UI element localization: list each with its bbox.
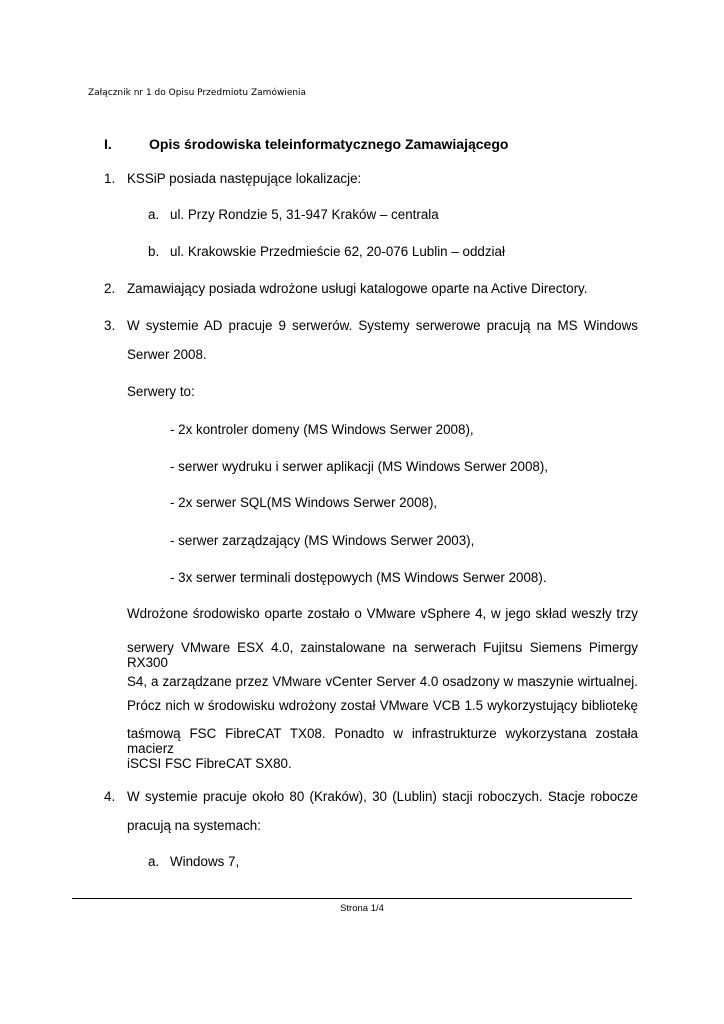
paragraph-line: taśmową FSC FibreCAT TX08. Ponadto w infrastrukturze wykorzystana została macierz <box>127 726 638 756</box>
page-number: Strona 1/4 <box>340 903 384 914</box>
item-text-line: W systemie pracuje około 80 (Kraków), 30 (Lublin) stacji roboczych. Stacje robocze <box>127 789 638 804</box>
server-list-item: - 3x serwer terminali dostępowych (MS Windows Serwer 2008). <box>170 570 547 585</box>
item-text: Zamawiający posiada wdrożone usługi katalogowe oparte na Active Directory. <box>127 281 588 296</box>
paragraph-line: S4, a zarządzane przez VMware vCenter Server 4.0 osadzony w maszynie wirtualnej. <box>127 674 638 689</box>
subitem-text: Windows 7, <box>170 854 240 869</box>
item-number: 1. <box>104 171 116 186</box>
server-list-item: - 2x kontroler domeny (MS Windows Serwer 2008), <box>170 422 474 437</box>
subitem-text: ul. Krakowskie Przedmieście 62, 20-076 Lublin – oddział <box>170 244 505 259</box>
item-text: KSSiP posiada następujące lokalizacje: <box>127 171 362 186</box>
paragraph-line: Prócz nich w środowisku wdrożony został VMware VCB 1.5 wykorzystujący bibliotekę <box>127 698 638 713</box>
item-number: 3. <box>104 318 116 333</box>
section-title: Opis środowiska teleinformatycznego Zamawiającego <box>149 136 509 152</box>
paragraph-line: serwery VMware ESX 4.0, zainstalowane na serwerach Fujitsu Siemens Pimergy RX300 <box>127 640 638 670</box>
paragraph-line: Wdrożone środowisko oparte zostało o VMware vSphere 4, w jego skład weszły trzy <box>127 606 638 621</box>
subitem-letter: a. <box>148 207 160 222</box>
servers-label: Serwery to: <box>127 384 195 399</box>
server-list-item: - serwer wydruku i serwer aplikacji (MS Windows Serwer 2008), <box>170 459 549 474</box>
item-text-line: Serwer 2008. <box>127 347 207 362</box>
item-number: 2. <box>104 281 116 296</box>
item-text-line: pracują na systemach: <box>127 818 261 833</box>
subitem-text: ul. Przy Rondzie 5, 31-947 Kraków – centrala <box>170 207 439 222</box>
footer-divider <box>72 898 632 899</box>
item-text-line: W systemie AD pracuje 9 serwerów. Systemy serwerowe pracują na MS Windows <box>127 318 638 333</box>
subitem-letter: b. <box>148 244 160 259</box>
paragraph-line: iSCSI FSC FibreCAT SX80. <box>127 756 292 771</box>
server-list-item: - serwer zarządzający (MS Windows Serwer 2003), <box>170 533 475 548</box>
item-number: 4. <box>104 789 116 804</box>
server-list-item: - 2x serwer SQL(MS Windows Serwer 2008), <box>170 495 438 510</box>
document-header: Załącznik nr 1 do Opisu Przedmiotu Zamówienia <box>88 88 307 98</box>
subitem-letter: a. <box>148 854 160 869</box>
section-number: I. <box>104 136 112 152</box>
